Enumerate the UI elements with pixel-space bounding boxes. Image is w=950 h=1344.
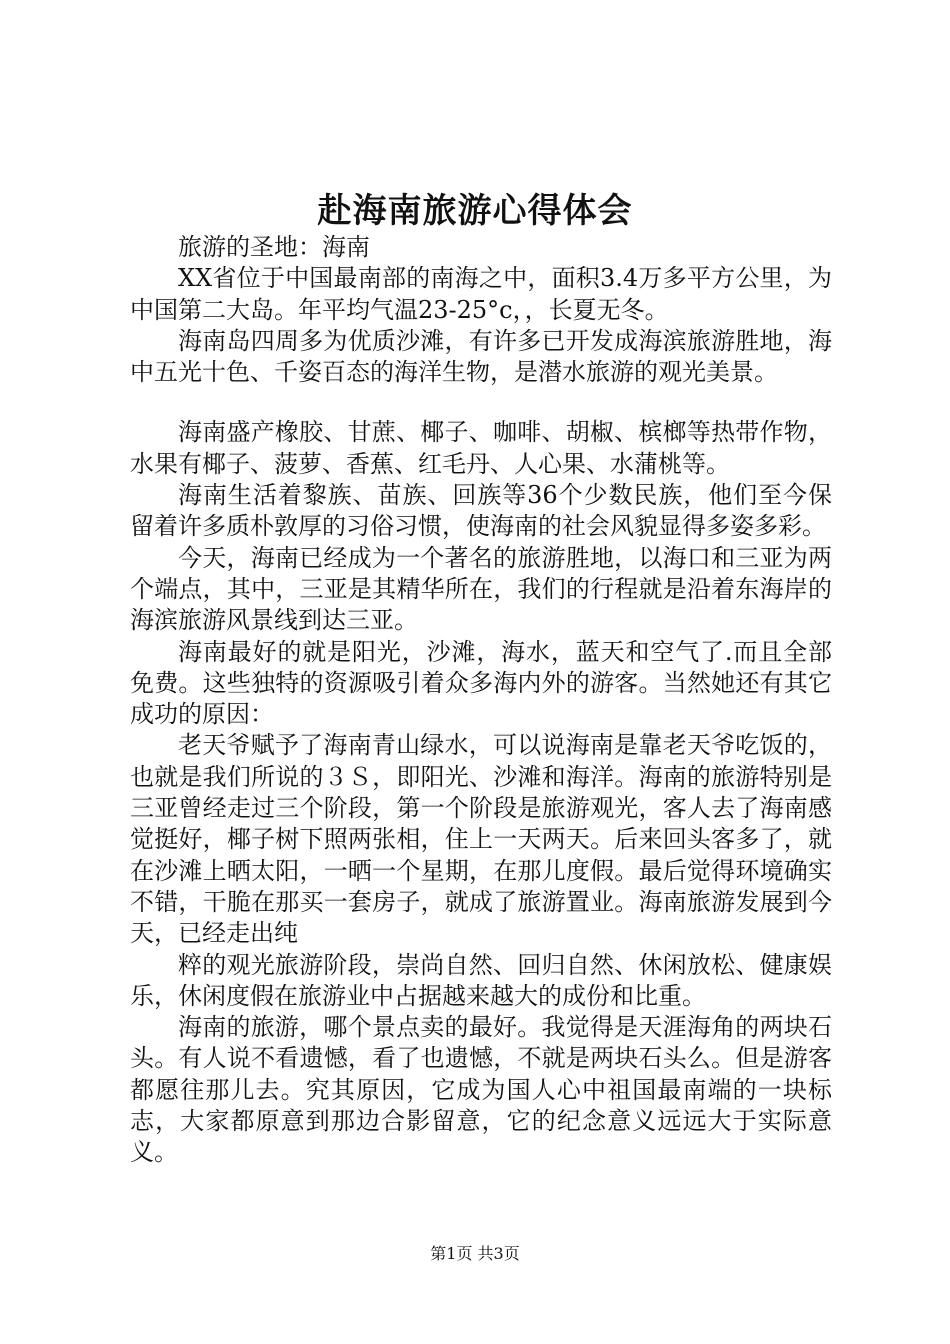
paragraph: 海南岛四周多为优质沙滩，有许多已开发成海滨旅游胜地，海中五光十色、千姿百态的海洋生物，是潜水旅游的观光美景。 [130, 326, 832, 387]
paragraph: XX省位于中国最南部的南海之中，面积3.4万多平方公里，为中国第二大岛。年平均气温23-25°c，，长夏无冬。 [130, 264, 832, 324]
paragraph: 老天爷赋予了海南青山绿水，可以说海南是靠老天爷吃饭的，也就是我们所说的３Ｓ，即阳光、沙滩和海洋。海南的旅游特别是三亚曾经走过三个阶段，第一个阶段是旅游观光，客人去了海南感觉挺好，椰子树下照两张相，住上一天两天。后来回头客多了，就在沙滩上晒太阳，一晒一个星期，在那儿度假。最后觉得环境确实不错，干脆在那买一套房子，就成了旅游置业。海南旅游发展到今天，已经走出纯 [130, 731, 832, 948]
page-number-footer: 第1页 共3页 [430, 1244, 520, 1263]
paragraph: 海南生活着黎族、苗族、回族等36个少数民族，他们至今保留着许多质朴敦厚的习俗习惯，使海南的社会风貌显得多姿多彩。 [130, 481, 832, 541]
paragraph: 粹的观光旅游阶段，崇尚自然、回归自然、休闲放松、健康娱乐，休闲度假在旅游业中占据越来越大的成份和比重。 [130, 950, 832, 1010]
paragraph: 海南盛产橡胶、甘蔗、椰子、咖啡、胡椒、槟榔等热带作物，水果有椰子、菠萝、香蕉、红毛丹、人心果、水蒲桃等。 [130, 418, 832, 478]
paragraph: 旅游的圣地：海南 [178, 233, 370, 261]
document-body [130, 232, 832, 1169]
paragraph: 海南最好的就是阳光，沙滩，海水，蓝天和空气了.而且全部免费。这些独特的资源吸引着众多海内外的游客。当然她还有其它成功的原因： [130, 637, 832, 729]
document-title: 赴海南旅游心得体会 [317, 191, 633, 231]
paragraph: 今天，海南已经成为一个著名的旅游胜地，以海口和三亚为两个端点，其中，三亚是其精华所在，我们的行程就是沿着东海岸的海滨旅游风景线到达三亚。 [130, 543, 832, 635]
paragraph: 海南的旅游，哪个景点卖的最好。我觉得是天涯海角的两块石头。有人说不看遗憾，看了也遗憾，不就是两块石头么。但是游客都愿往那儿去。究其原因，它成为国人心中祖国最南端的一块标志，大家都原意到那边合影留意，它的纪念意义远远大于实际意义。 [130, 1013, 832, 1167]
